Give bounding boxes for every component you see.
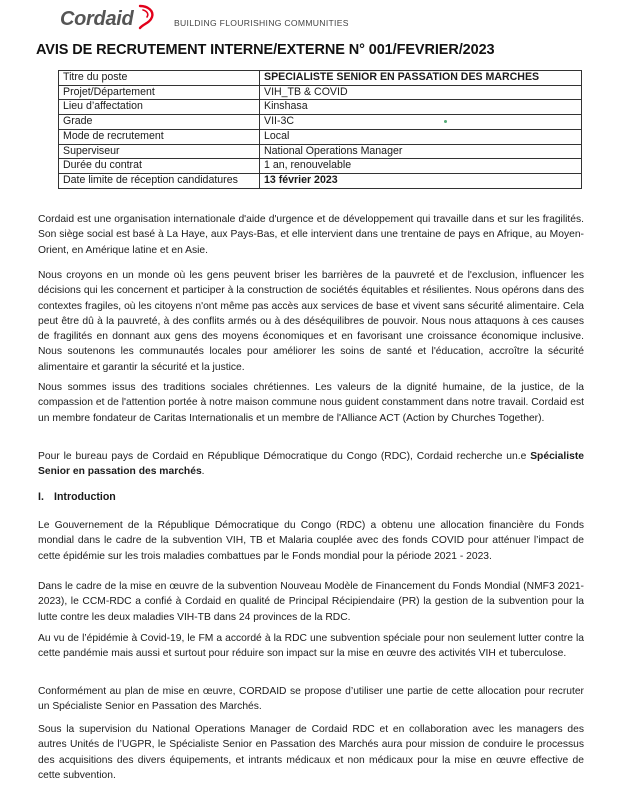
- table-row: [59, 100, 582, 115]
- table-row: [59, 85, 582, 100]
- info-value: National Operations Manager: [260, 144, 582, 159]
- table-row: [59, 71, 582, 86]
- section-title: Introduction: [54, 491, 116, 503]
- info-label: Date limite de réception candidatures: [59, 173, 260, 188]
- brand-tagline: BUILDING FLOURISHING COMMUNITIES: [174, 18, 349, 28]
- paragraph-text: Nous sommes issus des traditions sociales chrétiennes. Les valeurs de la dignité humaine, de la justice, de la compassion et de l'attention portée à notre maison commune nous guident constamment dans notre travail. Cordaid est un membre fondateur de Caritas Internationalis et un membre de l'Alliance ACT (Action by Churches Together).: [38, 382, 584, 424]
- table-row: [59, 115, 582, 130]
- page-title: AVIS DE RECRUTEMENT INTERNE/EXTERNE N° 001/FEVRIER/2023: [36, 42, 495, 58]
- paragraph-text-end: .: [201, 466, 205, 478]
- info-value: 13 février 2023: [260, 173, 582, 188]
- paragraph-text: Au vu de l’épidémie à Covid-19, le FM a accordé à la RDC une subvention spéciale pour non seulement lutter contre la cette pandémie mais aussi et surtout pour réduire son impact sur la mise en œuvre des activités VIH et tuberculose.: [38, 633, 584, 660]
- position-title-bold: Spécialiste Senior en passation des marchés: [38, 451, 584, 478]
- paragraph-text: Nous croyons en un monde où les gens peuvent briser les barrières de la pauvreté et de l'exclusion, influencer les décisions qui les concernent et participer à la construction de sociétés équitables et résilientes. Nous opérons dans des contextes fragiles, où les citoyens n'ont même pas accès aux services de base et vivent sans sécurité alimentaire. Cela peut être dû à la pauvreté, à des conflits armés ou à des déséquilibres de pouvoir. Nous nous attaquons à ces causes de fragilités en donnant aux gens des moyens économiques et en favorisant une croissance économique inclusive. Nous soutenons les communautés locales pour améliorer les soins de santé et l'éducation, accroître la sécurité alimentaire et garantir la sécurité et la justice.: [38, 270, 584, 373]
- info-value: VIH_TB & COVID: [260, 85, 582, 100]
- about-paragraph-2: [38, 268, 584, 375]
- info-value-cell: [260, 115, 582, 130]
- recruitment-paragraph: [38, 449, 584, 480]
- intro-paragraph-4: [38, 684, 584, 715]
- info-value: 1 an, renouvelable: [260, 159, 582, 174]
- paragraph-text-start: Pour le bureau pays de Cordaid en République Démocratique du Congo (RDC), Cordaid recherche un.e: [38, 451, 531, 462]
- table-row: [59, 173, 582, 188]
- document-header: [60, 4, 580, 36]
- section-number: I.: [38, 491, 44, 503]
- paragraph-text: [38, 449, 584, 480]
- paragraph-text: Le Gouvernement de la République Démocratique du Congo (RDC) a obtenu une allocation financière du Fonds mondial dans le cadre de la subvention VIH, TB et Malaria couplée avec des fonds COVID pour atténuer l’impact de cette épidémie sur les trois maladies combattues par le Fonds mondial pour la période 2021 - 2023.: [38, 520, 584, 562]
- table-row: [59, 144, 582, 159]
- paragraph-text: Dans le cadre de la mise en œuvre de la subvention Nouveau Modèle de Financement du Fonds Mondial (NMF3 2021-2023), le CCM-RDC a confié à Cordaid en qualité de Principal Récipiendaire (PR) la gestion de la subvention pour la lutte contre les deux maladies VIH-TB dans 24 provinces de la RDC.: [38, 581, 584, 623]
- intro-paragraph-2: [38, 579, 584, 625]
- about-paragraph-3: [38, 380, 584, 426]
- info-value: Kinshasa: [260, 100, 582, 115]
- intro-paragraph-3: [38, 631, 584, 662]
- section-heading: [38, 491, 116, 503]
- about-paragraph-1: [38, 212, 584, 258]
- intro-paragraph-1: [38, 518, 584, 564]
- intro-paragraph-5: [38, 722, 584, 783]
- table-row: [59, 159, 582, 174]
- ink-dot-icon: [444, 120, 447, 123]
- info-label: Superviseur: [59, 144, 260, 159]
- info-label: Titre du poste: [59, 71, 260, 86]
- info-value: VII-3C: [264, 115, 295, 128]
- paragraph-text: Cordaid est une organisation internationale d'aide d'urgence et de développement qui travaille dans et sur les fragilités. Son siège social est basé à La Haye, aux Pays-Bas, et elle intervient dans une trentaine de pays en Afrique, au Moyen-Orient, en Amérique latine et en Asie.: [38, 214, 584, 256]
- info-label: Projet/Département: [59, 85, 260, 100]
- info-value: SPECIALISTE SENIOR EN PASSATION DES MARCHES: [260, 71, 582, 86]
- table-row: [59, 129, 582, 144]
- paragraph-text: Sous la supervision du National Operations Manager de Cordaid RDC et en collaboration avec les managers des autres Unités de l’UGPR, le Spécialiste Senior en Passation des Marchés aura pour mission de conduire le processus des acquisitions des divers équipements, et intrants médicaux et non médicaux pour la mise en œuvre effective de cette subvention.: [38, 724, 584, 781]
- cordaid-swirl-icon: [134, 4, 158, 30]
- info-label: Mode de recrutement: [59, 129, 260, 144]
- paragraph-text: Conformément au plan de mise en œuvre, CORDAID se propose d’utiliser une partie de cette allocation pour recruter un Spécialiste Senior en Passation des Marchés.: [38, 686, 584, 713]
- info-value: Local: [260, 129, 582, 144]
- info-label: Durée du contrat: [59, 159, 260, 174]
- job-info-table: [58, 70, 582, 189]
- brand-logo: Cordaid: [60, 8, 134, 30]
- info-label: Grade: [59, 115, 260, 130]
- info-label: Lieu d’affectation: [59, 100, 260, 115]
